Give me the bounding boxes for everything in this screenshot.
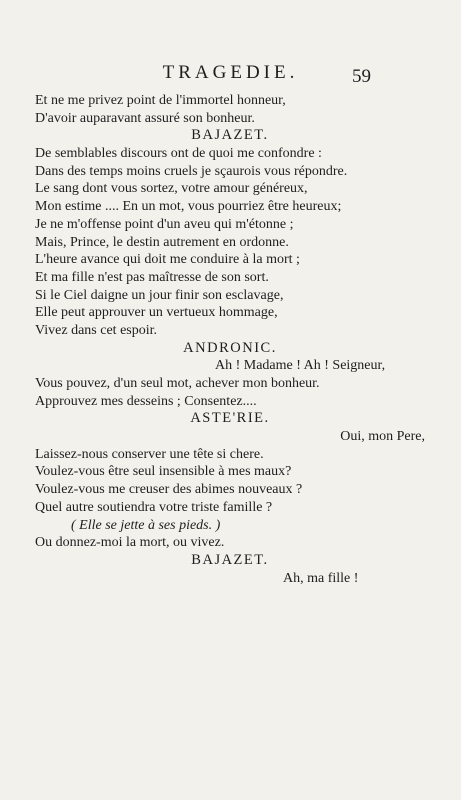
verse-line: Je ne m'offense point d'un aveu qui m'étonne ; — [35, 216, 294, 232]
running-title: TRAGEDIE. — [162, 62, 299, 83]
verse-line: Oui, mon Pere, — [340, 429, 425, 445]
verse-line: Ah, ma fille ! — [283, 570, 359, 586]
verse-line: Laissez-nous conserver une tête si chere. — [35, 446, 264, 462]
verse-line: Approuvez mes desseins ; Consentez.... — [35, 393, 257, 409]
verse-line: Mon estime .... En un mot, vous pourriez être heureux; — [35, 199, 342, 215]
verse-line: Quel autre soutiendra votre triste famille ? — [35, 499, 273, 515]
verse-line: D'avoir auparavant assuré son bonheur. — [35, 110, 255, 126]
verse-line: Ou donnez-moi la mort, ou vivez. — [35, 535, 225, 551]
verse-line: Voulez-vous me creuser des abimes nouveaux ? — [35, 482, 303, 498]
verse-line: Et ne me privez point de l'immortel honneur, — [35, 93, 286, 108]
verse-line: De semblables discours ont de quoi me confondre : — [35, 146, 322, 162]
verse-line: Vivez dans cet espoir. — [35, 322, 158, 338]
verse-line: L'heure avance qui doit me conduire à la mort ; — [35, 252, 300, 268]
play-text — [35, 92, 425, 587]
verse-line: Ah ! Madame ! Ah ! Seigneur, — [215, 358, 386, 374]
verse-line: Si le Ciel daigne un jour finir son esclavage, — [35, 287, 284, 303]
verse-line: Le sang dont vous sortez, votre amour généreux, — [35, 181, 308, 197]
verse-line: Elle peut approuver un vertueux hommage, — [35, 305, 278, 321]
verse-line: Et ma fille n'est pas maîtresse de son sort. — [35, 269, 269, 285]
speaker-name: ANDRONIC. — [183, 339, 277, 356]
speaker-name: ASTE'RIE. — [190, 410, 270, 427]
verse-line: Vous pouvez, d'un seul mot, achever mon bonheur. — [35, 376, 320, 391]
verse-line: Mais, Prince, le destin autrement en ordonne. — [35, 234, 289, 250]
speaker-name: BAJAZET. — [191, 551, 269, 568]
page-number: 59 — [352, 66, 371, 87]
speaker-name: BAJAZET. — [191, 127, 269, 144]
verse-line: Voulez-vous être seul insensible à mes maux? — [35, 464, 292, 480]
verse-line: Dans des temps moins cruels je sçaurois vous répondre. — [35, 163, 348, 179]
stage-direction: ( Elle se jette à ses pieds. ) — [71, 517, 221, 533]
